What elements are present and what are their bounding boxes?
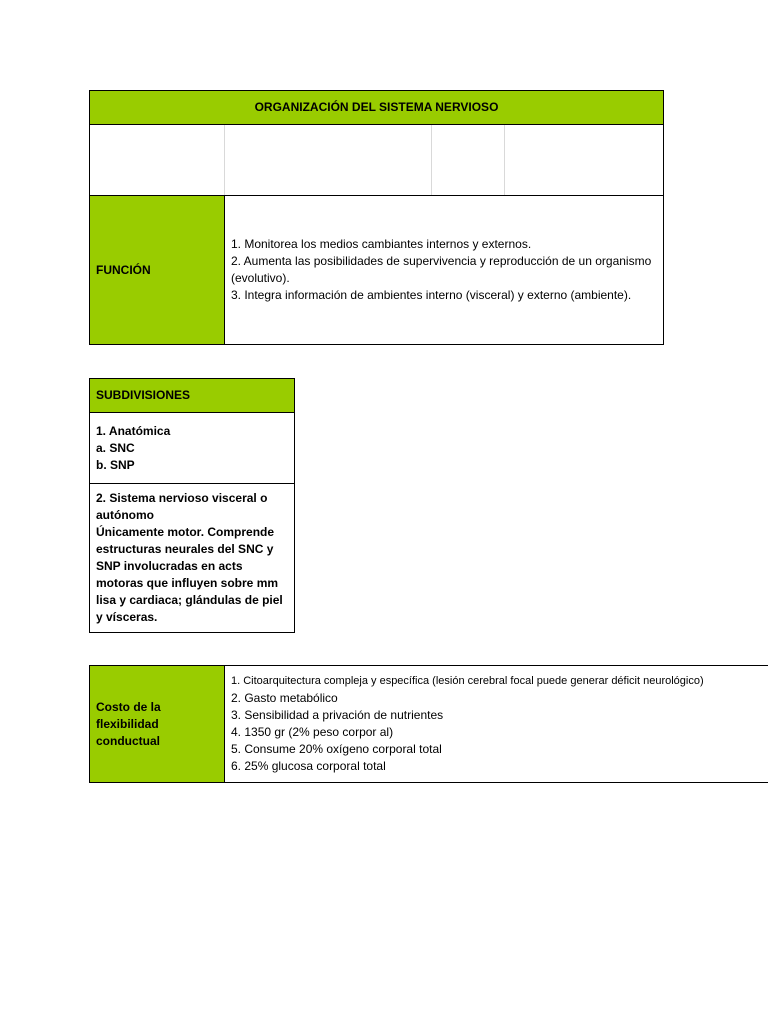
costo-label: Costo de la flexibilidad conductual [90, 666, 225, 783]
anatomica-cell [90, 413, 295, 484]
costo-content [225, 666, 768, 783]
funcion-label: FUNCIÓN [90, 196, 225, 345]
empty-cell [90, 125, 225, 196]
visceral-text: Únicamente motor. Comprende estructuras neurales del SNC y SNP involucradas en acts motoras que influyen sobre mm lisa y cardiaca; glándulas de piel y vísceras. [96, 525, 283, 624]
funcion-item: 2. Aumenta las posibilidades de supervivencia y reproducción de un organismo (evolutivo). [231, 254, 652, 285]
costo-item: 1. Citoarquitectura compleja y específica (lesión cerebral focal puede generar déficit neurológico) [231, 675, 704, 687]
empty-cell [505, 125, 664, 196]
funcion-item: 3. Integra información de ambientes interno (visceral) y externo (ambiente). [231, 288, 632, 302]
costo-item: 2. Gasto metabólico [231, 691, 338, 705]
funcion-content [225, 196, 664, 345]
anatomica-item: a. SNC [96, 440, 135, 455]
empty-cell [225, 125, 432, 196]
costo-item: 4. 1350 gr (2% peso corpor al) [231, 725, 394, 739]
costo-item: 6. 25% glucosa corporal total [231, 759, 386, 773]
empty-row [90, 125, 664, 196]
visceral-cell [90, 484, 295, 633]
subdivisiones-table [89, 378, 295, 633]
empty-cell [432, 125, 505, 196]
visceral-title: 2. Sistema nervioso visceral o autónomo [96, 491, 268, 522]
funcion-item: 1. Monitorea los medios cambiantes internos y externos. [231, 237, 532, 251]
anatomica-title: 1. Anatómica [96, 423, 171, 438]
costo-item: 5. Consume 20% oxígeno corporal total [231, 742, 442, 756]
costo-table [89, 665, 768, 783]
subdivisiones-header: SUBDIVISIONES [90, 379, 295, 413]
costo-item: 3. Sensibilidad a privación de nutrientes [231, 708, 444, 722]
organizacion-table [89, 90, 664, 345]
anatomica-item: b. SNP [96, 457, 135, 472]
organizacion-title: ORGANIZACIÓN DEL SISTEMA NERVIOSO [90, 91, 664, 125]
